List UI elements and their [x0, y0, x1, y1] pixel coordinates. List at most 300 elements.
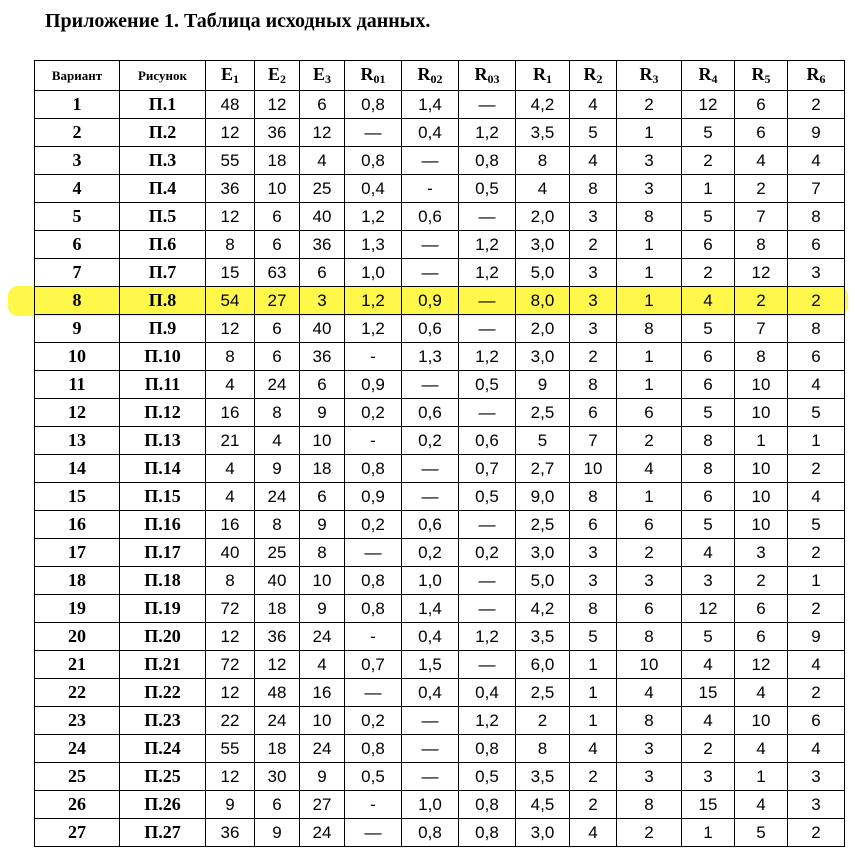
value-cell: 1 [570, 707, 617, 735]
value-cell: 3 [617, 735, 682, 763]
value-cell: 2 [570, 791, 617, 819]
table-row [35, 399, 845, 427]
value-cell: 40 [255, 567, 300, 595]
value-cell: 6 [300, 259, 345, 287]
value-cell: 24 [300, 819, 345, 847]
value-cell: 5 [735, 819, 788, 847]
column-header-subscript: 01 [373, 72, 386, 86]
column-header [255, 61, 300, 91]
value-cell: 0,8 [345, 455, 402, 483]
value-cell: 4 [735, 679, 788, 707]
table-row [35, 427, 845, 455]
column-header-subscript: 1 [233, 72, 239, 86]
value-cell: — [402, 259, 459, 287]
value-cell: 2 [682, 147, 735, 175]
figure-cell: П.15 [120, 483, 206, 511]
figure-cell: П.3 [120, 147, 206, 175]
value-cell: 4 [516, 175, 570, 203]
value-cell: 1,4 [402, 595, 459, 623]
value-cell: 8 [206, 343, 255, 371]
value-cell: 5,0 [516, 259, 570, 287]
value-cell: 40 [300, 203, 345, 231]
value-cell: 2 [788, 91, 845, 119]
value-cell: 1,2 [345, 287, 402, 315]
value-cell: 36 [255, 623, 300, 651]
value-cell: 3 [300, 287, 345, 315]
value-cell: 48 [206, 91, 255, 119]
value-cell: 1,2 [459, 231, 516, 259]
value-cell: — [402, 707, 459, 735]
value-cell: 30 [255, 763, 300, 791]
value-cell: 1 [617, 343, 682, 371]
variant-cell: 21 [35, 651, 120, 679]
value-cell: 6 [735, 119, 788, 147]
value-cell: 10 [735, 371, 788, 399]
table-row [35, 119, 845, 147]
value-cell: 4 [300, 147, 345, 175]
value-cell: 3 [617, 763, 682, 791]
value-cell: 12 [682, 595, 735, 623]
value-cell: 1 [735, 763, 788, 791]
value-cell: 48 [255, 679, 300, 707]
value-cell: 5 [682, 511, 735, 539]
value-cell: 1 [617, 119, 682, 147]
value-cell: 2 [788, 287, 845, 315]
value-cell: 4 [206, 455, 255, 483]
figure-cell: П.21 [120, 651, 206, 679]
column-header [459, 61, 516, 91]
column-header-subscript: 02 [430, 72, 443, 86]
value-cell: 4 [735, 147, 788, 175]
variant-cell: 10 [35, 343, 120, 371]
value-cell: 6 [570, 511, 617, 539]
value-cell: 8 [570, 595, 617, 623]
value-cell: 9 [255, 455, 300, 483]
table-row [35, 259, 845, 287]
value-cell: 10 [735, 455, 788, 483]
value-cell: 0,8 [459, 819, 516, 847]
value-cell: 10 [300, 427, 345, 455]
table-body [35, 91, 845, 847]
column-header-label: Вариант [51, 67, 103, 83]
value-cell: 0,6 [402, 399, 459, 427]
value-cell: 7 [788, 175, 845, 203]
value-cell: 9 [300, 763, 345, 791]
value-cell: 2 [735, 287, 788, 315]
table-row [35, 175, 845, 203]
figure-cell: П.8 [120, 287, 206, 315]
value-cell: 4,2 [516, 91, 570, 119]
column-header [300, 61, 345, 91]
value-cell: 5 [682, 119, 735, 147]
value-cell: 12 [255, 91, 300, 119]
value-cell: 1,2 [345, 203, 402, 231]
table-row [35, 231, 845, 259]
value-cell: 6 [682, 231, 735, 259]
value-cell: 0,2 [345, 707, 402, 735]
value-cell: 3 [570, 539, 617, 567]
table-row [35, 651, 845, 679]
figure-cell: П.20 [120, 623, 206, 651]
column-header-label: E [267, 64, 280, 84]
value-cell: 9 [788, 623, 845, 651]
value-cell: 4 [788, 735, 845, 763]
value-cell: 6 [255, 203, 300, 231]
column-header-subscript: 6 [819, 72, 826, 86]
value-cell: — [459, 91, 516, 119]
figure-cell: П.12 [120, 399, 206, 427]
column-header-subscript: 1 [546, 72, 552, 86]
value-cell: 15 [206, 259, 255, 287]
value-cell: 1,0 [402, 791, 459, 819]
figure-cell: П.17 [120, 539, 206, 567]
table-row [35, 819, 845, 847]
value-cell: 0,9 [345, 483, 402, 511]
value-cell: — [402, 371, 459, 399]
value-cell: 0,2 [402, 427, 459, 455]
variant-cell: 9 [35, 315, 120, 343]
value-cell: 0,8 [345, 735, 402, 763]
variant-cell: 4 [35, 175, 120, 203]
table-row [35, 623, 845, 651]
column-header-label: E [220, 64, 233, 84]
column-header-label: R [417, 64, 431, 84]
figure-cell: П.24 [120, 735, 206, 763]
value-cell: 1,2 [345, 315, 402, 343]
value-cell: 9 [300, 399, 345, 427]
value-cell: 7 [570, 427, 617, 455]
value-cell: 3 [570, 567, 617, 595]
value-cell: 5 [682, 623, 735, 651]
value-cell: 12 [206, 203, 255, 231]
value-cell: 18 [255, 595, 300, 623]
value-cell: — [402, 483, 459, 511]
figure-cell: П.11 [120, 371, 206, 399]
value-cell: 2 [788, 455, 845, 483]
value-cell: 4 [682, 539, 735, 567]
value-cell: 1,2 [459, 623, 516, 651]
value-cell: 0,4 [459, 679, 516, 707]
value-cell: 6 [617, 399, 682, 427]
value-cell: 4 [788, 147, 845, 175]
value-cell: 12 [255, 651, 300, 679]
value-cell: - [345, 343, 402, 371]
value-cell: 8 [206, 231, 255, 259]
value-cell: 8 [617, 203, 682, 231]
value-cell: 12 [206, 679, 255, 707]
value-cell: 25 [300, 175, 345, 203]
value-cell: 4 [570, 147, 617, 175]
value-cell: 4 [206, 483, 255, 511]
value-cell: 0,8 [402, 819, 459, 847]
value-cell: — [459, 287, 516, 315]
value-cell: — [459, 511, 516, 539]
value-cell: 40 [206, 539, 255, 567]
value-cell: 6 [617, 511, 682, 539]
figure-cell: П.7 [120, 259, 206, 287]
figure-cell: П.9 [120, 315, 206, 343]
value-cell: 4 [788, 483, 845, 511]
value-cell: 8 [682, 455, 735, 483]
value-cell: 3 [735, 539, 788, 567]
value-cell: 6 [255, 231, 300, 259]
column-header-subscript: 3 [652, 72, 659, 86]
value-cell: — [459, 567, 516, 595]
value-cell: 8 [788, 315, 845, 343]
column-header-label: R [639, 64, 653, 84]
value-cell: 36 [300, 231, 345, 259]
value-cell: 2 [735, 175, 788, 203]
value-cell: — [402, 147, 459, 175]
value-cell: 2 [617, 539, 682, 567]
table-row [35, 371, 845, 399]
value-cell: 8 [682, 427, 735, 455]
value-cell: 2 [570, 343, 617, 371]
value-cell: 1 [570, 679, 617, 707]
figure-cell: П.1 [120, 91, 206, 119]
value-cell: 8 [735, 343, 788, 371]
value-cell: 3,0 [516, 343, 570, 371]
value-cell: 8 [255, 399, 300, 427]
value-cell: 5 [570, 119, 617, 147]
value-cell: 10 [570, 455, 617, 483]
value-cell: 0,7 [459, 455, 516, 483]
value-cell: 2 [682, 735, 735, 763]
value-cell: 6 [682, 483, 735, 511]
value-cell: 1 [682, 819, 735, 847]
value-cell: 0,8 [459, 735, 516, 763]
figure-cell: П.25 [120, 763, 206, 791]
value-cell: 8 [617, 315, 682, 343]
value-cell: 12 [206, 623, 255, 651]
value-cell: 24 [300, 623, 345, 651]
value-cell: 1,0 [345, 259, 402, 287]
value-cell: 12 [206, 763, 255, 791]
value-cell: 1,2 [459, 343, 516, 371]
column-header-label: R [474, 64, 488, 84]
value-cell: 36 [206, 819, 255, 847]
value-cell: 6 [255, 343, 300, 371]
value-cell: 3 [570, 287, 617, 315]
value-cell: 0,5 [459, 763, 516, 791]
value-cell: 0,4 [402, 623, 459, 651]
variant-cell: 22 [35, 679, 120, 707]
value-cell: 3 [788, 791, 845, 819]
value-cell: — [459, 203, 516, 231]
variant-cell: 13 [35, 427, 120, 455]
value-cell: 8 [300, 539, 345, 567]
value-cell: 4 [617, 679, 682, 707]
value-cell: 4 [682, 651, 735, 679]
value-cell: 0,4 [402, 119, 459, 147]
value-cell: — [459, 595, 516, 623]
column-header [516, 61, 570, 91]
variant-cell: 19 [35, 595, 120, 623]
value-cell: 2 [788, 595, 845, 623]
value-cell: 8 [255, 511, 300, 539]
value-cell: 4 [570, 819, 617, 847]
value-cell: 72 [206, 595, 255, 623]
value-cell: 2 [617, 91, 682, 119]
value-cell: 2,5 [516, 679, 570, 707]
value-cell: 3 [570, 203, 617, 231]
value-cell: 5 [788, 511, 845, 539]
value-cell: 0,5 [345, 763, 402, 791]
figure-cell: П.14 [120, 455, 206, 483]
value-cell: 7 [735, 203, 788, 231]
value-cell: 36 [206, 175, 255, 203]
value-cell: 2,0 [516, 203, 570, 231]
value-cell: 2 [570, 231, 617, 259]
value-cell: 1,2 [459, 707, 516, 735]
column-header [788, 61, 845, 91]
figure-cell: П.18 [120, 567, 206, 595]
value-cell: 0,8 [345, 567, 402, 595]
table-row [35, 595, 845, 623]
value-cell: 6 [300, 91, 345, 119]
table-row [35, 735, 845, 763]
value-cell: 54 [206, 287, 255, 315]
value-cell: 36 [255, 119, 300, 147]
table-row [35, 763, 845, 791]
value-cell: 24 [255, 707, 300, 735]
figure-cell: П.6 [120, 231, 206, 259]
value-cell: 4 [617, 455, 682, 483]
value-cell: 3 [570, 259, 617, 287]
value-cell: 4,5 [516, 791, 570, 819]
value-cell: 2 [788, 539, 845, 567]
value-cell: 6 [788, 343, 845, 371]
value-cell: 55 [206, 735, 255, 763]
table-row [35, 203, 845, 231]
value-cell: 6,0 [516, 651, 570, 679]
value-cell: 10 [735, 511, 788, 539]
value-cell: — [345, 119, 402, 147]
figure-cell: П.4 [120, 175, 206, 203]
value-cell: 3,0 [516, 231, 570, 259]
column-header [570, 61, 617, 91]
value-cell: 1,3 [345, 231, 402, 259]
value-cell: 8 [570, 371, 617, 399]
column-header-subscript: 2 [596, 72, 603, 86]
value-cell: 3 [617, 147, 682, 175]
value-cell: — [402, 455, 459, 483]
table-row [35, 539, 845, 567]
value-cell: 10 [735, 707, 788, 735]
value-cell: 8 [617, 791, 682, 819]
value-cell: 1,5 [402, 651, 459, 679]
value-cell: 0,6 [402, 511, 459, 539]
column-header-label: Рисунок [137, 67, 187, 83]
figure-cell: П.23 [120, 707, 206, 735]
variant-cell: 6 [35, 231, 120, 259]
value-cell: - [402, 175, 459, 203]
variant-cell: 15 [35, 483, 120, 511]
value-cell: 1 [682, 175, 735, 203]
value-cell: — [345, 539, 402, 567]
value-cell: - [345, 427, 402, 455]
value-cell: 2 [617, 427, 682, 455]
value-cell: 0,5 [459, 371, 516, 399]
column-header-label: R [806, 64, 820, 84]
value-cell: — [459, 651, 516, 679]
value-cell: 8 [570, 483, 617, 511]
value-cell: 9,0 [516, 483, 570, 511]
column-header-label: R [698, 64, 712, 84]
page-title: Приложение 1. Таблица исходных данных. [45, 10, 431, 32]
variant-cell: 11 [35, 371, 120, 399]
value-cell: 3,0 [516, 819, 570, 847]
value-cell: 2 [617, 819, 682, 847]
value-cell: 5,0 [516, 567, 570, 595]
value-cell: 0,8 [459, 147, 516, 175]
table-row [35, 343, 845, 371]
value-cell: 9 [516, 371, 570, 399]
value-cell: 8 [617, 623, 682, 651]
value-cell: — [402, 735, 459, 763]
value-cell: 3 [682, 763, 735, 791]
value-cell: 6 [788, 707, 845, 735]
value-cell: 6 [735, 91, 788, 119]
variant-cell: 26 [35, 791, 120, 819]
value-cell: 6 [682, 371, 735, 399]
value-cell: 4 [255, 427, 300, 455]
table-row [35, 483, 845, 511]
value-cell: 1,2 [459, 119, 516, 147]
table-row [35, 455, 845, 483]
value-cell: 8 [570, 175, 617, 203]
variant-cell: 14 [35, 455, 120, 483]
value-cell: 6 [300, 371, 345, 399]
variant-cell: 18 [35, 567, 120, 595]
value-cell: 9 [255, 819, 300, 847]
variant-cell: 3 [35, 147, 120, 175]
value-cell: 4 [206, 371, 255, 399]
value-cell: 21 [206, 427, 255, 455]
value-cell: 15 [682, 679, 735, 707]
value-cell: 72 [206, 651, 255, 679]
value-cell: 4,2 [516, 595, 570, 623]
value-cell: 12 [206, 315, 255, 343]
value-cell: 24 [255, 483, 300, 511]
value-cell: 10 [300, 707, 345, 735]
value-cell: 5 [682, 203, 735, 231]
value-cell: 24 [255, 371, 300, 399]
value-cell: 3,5 [516, 119, 570, 147]
value-cell: 1 [617, 371, 682, 399]
value-cell: 5 [682, 399, 735, 427]
table-row [35, 315, 845, 343]
value-cell: 8 [516, 147, 570, 175]
value-cell: 27 [255, 287, 300, 315]
value-cell: 0,6 [402, 315, 459, 343]
value-cell: - [345, 623, 402, 651]
value-cell: 12 [682, 91, 735, 119]
value-cell: 0,4 [402, 679, 459, 707]
value-cell: 6 [255, 315, 300, 343]
value-cell: 24 [300, 735, 345, 763]
column-header [402, 61, 459, 91]
value-cell: 2,5 [516, 399, 570, 427]
value-cell: 2,5 [516, 511, 570, 539]
value-cell: 36 [300, 343, 345, 371]
value-cell: 0,2 [345, 399, 402, 427]
value-cell: 2,0 [516, 315, 570, 343]
value-cell: 18 [300, 455, 345, 483]
value-cell: 1 [570, 651, 617, 679]
figure-cell: П.10 [120, 343, 206, 371]
value-cell: — [459, 399, 516, 427]
